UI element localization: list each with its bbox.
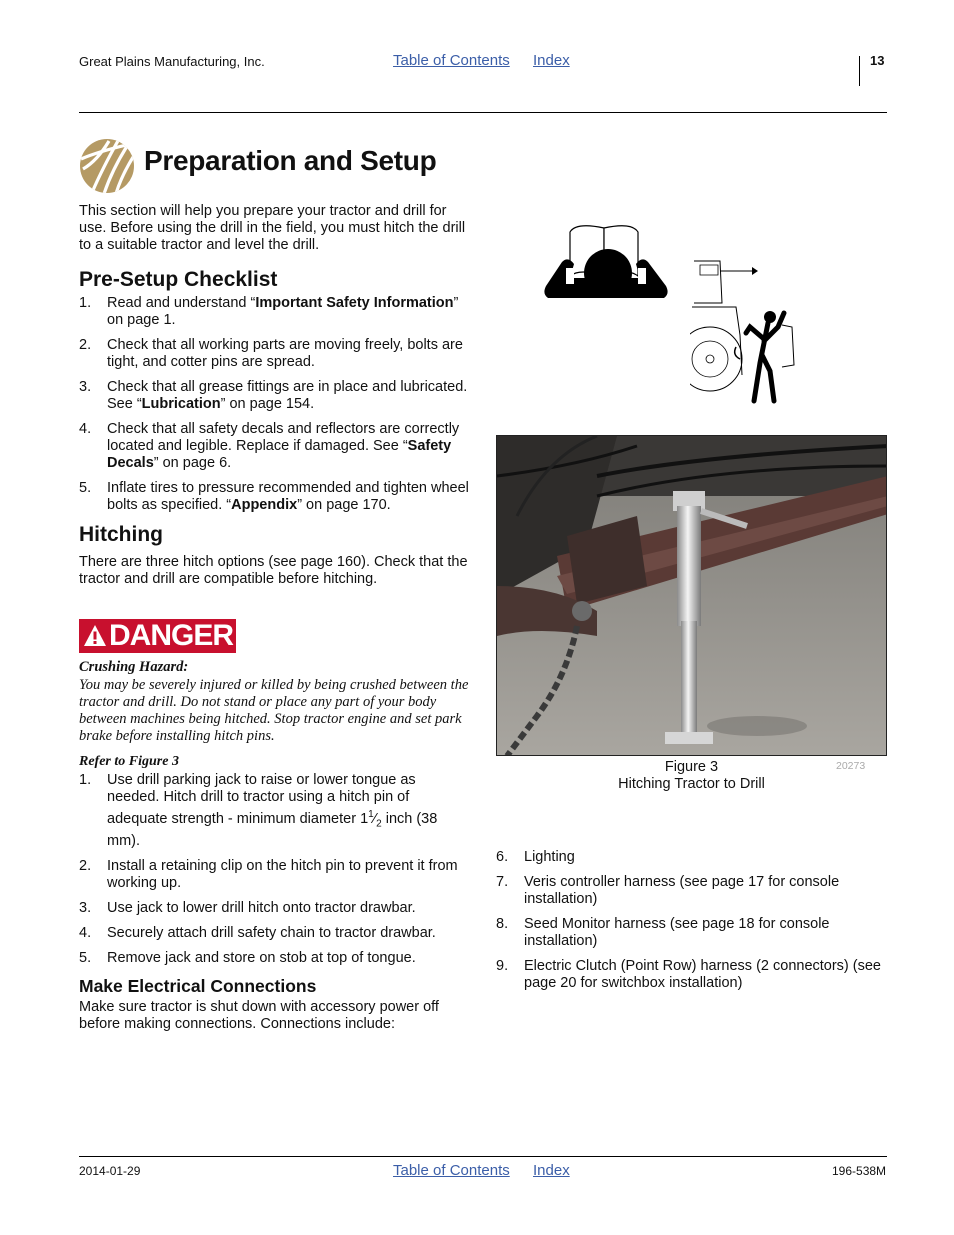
figure-number: 20273 bbox=[836, 760, 866, 772]
electrical-connections-list bbox=[496, 849, 887, 992]
xref-bold: Appendix bbox=[231, 497, 298, 513]
page-title: Preparation and Setup bbox=[144, 145, 437, 176]
pre-setup-list bbox=[79, 295, 469, 514]
tractor-crush-pictogram-icon bbox=[690, 255, 800, 410]
header-index-link[interactable]: Index bbox=[533, 52, 570, 69]
figure-title: Hitching Tractor to Drill bbox=[618, 776, 765, 792]
header-divider bbox=[859, 56, 860, 86]
footer-toc-link[interactable]: Table of Contents bbox=[393, 1162, 510, 1179]
danger-label bbox=[79, 619, 236, 653]
danger-text: DANGER bbox=[109, 619, 234, 652]
footer-rule bbox=[79, 1156, 887, 1157]
figure-reference: Refer to Figure 3 bbox=[79, 754, 179, 769]
footer-date: 2014-01-29 bbox=[79, 1164, 141, 1178]
list-item: 5. Remove jack and store on stob at top of tongue. bbox=[79, 949, 416, 966]
list-item: 5. Inflate tires to pressure recommended and tighten wheel bolts as specified. “Appendix” on page 170. bbox=[79, 480, 469, 513]
page-number: 13 bbox=[870, 53, 885, 68]
list-item: 4. Check that all safety decals and reflectors are correctly located and legible. Replace if damaged. See “Safety Decals” on page 6. bbox=[79, 421, 460, 471]
left-column bbox=[79, 203, 469, 588]
list-item: 3. Use jack to lower drill hitch onto tractor drawbar. bbox=[79, 899, 416, 916]
hazard-title: Crushing Hazard: bbox=[79, 659, 189, 675]
xref-bold: Lubrication bbox=[141, 396, 221, 412]
hitching-steps-block bbox=[79, 772, 469, 1033]
great-plains-logo-icon bbox=[79, 137, 135, 200]
read-manual-pictogram-icon bbox=[540, 218, 672, 313]
list-item: 1. Read and understand “Important Safety Information” on page 1. bbox=[79, 295, 459, 328]
intro-paragraph: This section will help you prepare your tractor and drill for use. Before using the drill in the field, you must hitch the drill to a suitable tractor and level the drill. bbox=[79, 203, 466, 253]
list-item: 4. Securely attach drill safety chain to tractor drawbar. bbox=[79, 924, 436, 941]
figure-label: Figure 3 bbox=[664, 759, 719, 775]
hitching-steps bbox=[79, 772, 469, 967]
list-item: 1. Use drill parking jack to raise or lower tongue as needed. Hitch drill to tractor using a hitch pin of adequate strength - minimum diameter $1^1⁄_2$ inch (38 mm). bbox=[79, 772, 438, 849]
figure-caption bbox=[496, 759, 887, 793]
header-toc-link[interactable]: Table of Contents bbox=[393, 52, 510, 69]
electrical-heading: Make Electrical Connections bbox=[79, 975, 317, 996]
pre-setup-heading: Pre-Setup Checklist bbox=[79, 268, 278, 291]
xref-bold: Safety Decals bbox=[107, 438, 452, 471]
hitching-heading: Hitching bbox=[79, 523, 163, 546]
right-column bbox=[496, 849, 887, 1000]
header-rule bbox=[79, 112, 887, 113]
hazard-body: You may be severely injured or killed by being crushed between the tractor and drill. Do not stand or place any part of your body between machines being hitched. Stop tractor engine and set park brake before installing hitch pins. bbox=[79, 677, 469, 744]
xref-bold: Important Safety Information bbox=[255, 295, 454, 311]
list-item: 8. Seed Monitor harness (see page 18 for console installation) bbox=[496, 916, 830, 949]
list-item: 2. Install a retaining clip on the hitch pin to prevent it from working up. bbox=[79, 857, 458, 891]
footer-doc-number: 196-538M bbox=[832, 1164, 887, 1178]
hitching-intro: There are three hitch options (see page 160). Check that the tractor and drill are compatible before hitching. bbox=[79, 554, 468, 587]
electrical-intro: Make sure tractor is shut down with accessory power off before making connections. Connections include: bbox=[79, 998, 439, 1032]
list-item: 7. Veris controller harness (see page 17 for console installation) bbox=[496, 874, 840, 907]
warning-triangle-icon bbox=[83, 624, 107, 648]
hitching-photo bbox=[496, 435, 887, 756]
list-item: 9. Electric Clutch (Point Row) harness (2 connectors) (see page 20 for switchbox installation) bbox=[496, 958, 881, 991]
list-item: 2. Check that all working parts are moving freely, bolts are tight, and cotter pins are spread. bbox=[79, 337, 463, 370]
list-item: 6. Lighting bbox=[496, 849, 575, 865]
company-name: Great Plains Manufacturing, Inc. bbox=[79, 54, 265, 69]
list-item: 3. Check that all grease fittings are in place and lubricated. See “Lubrication” on page 154. bbox=[79, 379, 468, 412]
footer-index-link[interactable]: Index bbox=[533, 1162, 570, 1179]
